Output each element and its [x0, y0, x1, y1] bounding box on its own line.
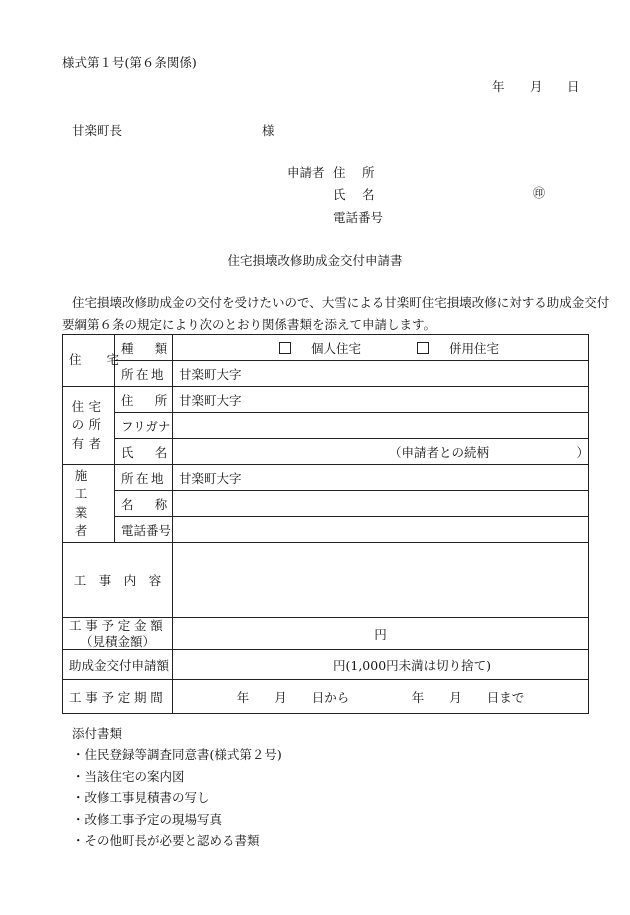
period-value[interactable]: 年 月 日から 年 月 日まで [173, 680, 589, 714]
date-year: 年 [492, 79, 505, 94]
owner-section-label: 住宅の所有者 [63, 387, 115, 465]
attachments-heading: 添付書類 [72, 726, 123, 741]
body-line-1: 住宅損壊改修助成金の交付を受けたいので、大雪による甘楽町住宅損壊改修に対する助成金交付 [72, 295, 610, 310]
addressee-name: 甘楽町長 [72, 123, 123, 138]
estimate-label-cell [63, 618, 173, 650]
subsidy-value[interactable]: 円(1,000円未満は切り捨て) [173, 650, 589, 680]
subsidy-label: 助成金交付申請額 [63, 650, 173, 680]
owner-address-label: 住 所 [115, 387, 173, 413]
attachment-item-5: ・その他町長が必要と認める書類 [72, 833, 260, 848]
attachment-item-2: ・当該住宅の案内図 [72, 769, 185, 784]
owner-name-label: 氏 名 [115, 439, 173, 465]
owner-address-value[interactable]: 甘楽町大字 [173, 387, 589, 413]
house-section-label: 住 宅 [63, 335, 115, 387]
owner-name-value[interactable] [173, 439, 589, 465]
estimate-value[interactable]: 円 [173, 618, 589, 650]
body-line-2: 要綱第６条の規定により次のとおり関係書類を添えて申請します。 [62, 317, 437, 332]
addressee-honorific: 様 [262, 123, 275, 138]
contractor-phone-label: 電話番号 [115, 517, 173, 543]
option-personal-house: 個人住宅 [311, 340, 362, 356]
house-type-row [63, 335, 589, 361]
estimate-label: 工事予定金額 [69, 618, 167, 633]
contractor-name-value[interactable] [173, 491, 589, 517]
house-type-options [173, 335, 589, 361]
contractor-location-label: 所在地 [115, 465, 173, 491]
contractor-phone-value[interactable] [173, 517, 589, 543]
attachment-item-1: ・住民登録等調査同意書(様式第２号) [72, 747, 282, 762]
work-content-label: 工 事 内 容 [63, 543, 173, 618]
owner-furigana-label: フリガナ [115, 413, 173, 439]
application-table [62, 334, 589, 714]
contractor-location-value[interactable]: 甘楽町大字 [173, 465, 589, 491]
house-type-label: 種 類 [115, 335, 173, 361]
contractor-section-label: 施工業者 [63, 465, 115, 543]
estimate-sublabel: （見積金額） [79, 633, 155, 649]
option-combined-house: 併用住宅 [448, 340, 499, 356]
period-label: 工事予定期間 [63, 680, 173, 714]
attachment-item-4: ・改修工事予定の現場写真 [72, 812, 223, 827]
seal-mark: ㊞ [533, 186, 546, 200]
applicant-phone-label: 電話番号 [333, 210, 384, 225]
date-day: 日 [567, 79, 580, 94]
applicant-name-label: 氏 名 [333, 187, 375, 202]
form-number: 様式第１号(第６条関係) [62, 55, 197, 70]
owner-furigana-value[interactable] [173, 413, 589, 439]
work-content-value[interactable] [173, 543, 589, 618]
contractor-name-label: 名 称 [115, 491, 173, 517]
attachment-item-3: ・改修工事見積書の写し [72, 790, 210, 805]
checkbox-combined-house[interactable] [417, 342, 429, 354]
house-location-value[interactable]: 甘楽町大字 [173, 361, 589, 387]
document-title: 住宅損壊改修助成金交付申請書 [227, 253, 403, 268]
applicant-address-label: 住 所 [333, 165, 375, 180]
house-location-label: 所在地 [115, 361, 173, 387]
date-month: 月 [530, 79, 543, 94]
relation-note: （申請者との続柄 ） [389, 444, 590, 460]
checkbox-personal-house[interactable] [279, 342, 291, 354]
applicant-label: 申請者 [287, 165, 325, 180]
